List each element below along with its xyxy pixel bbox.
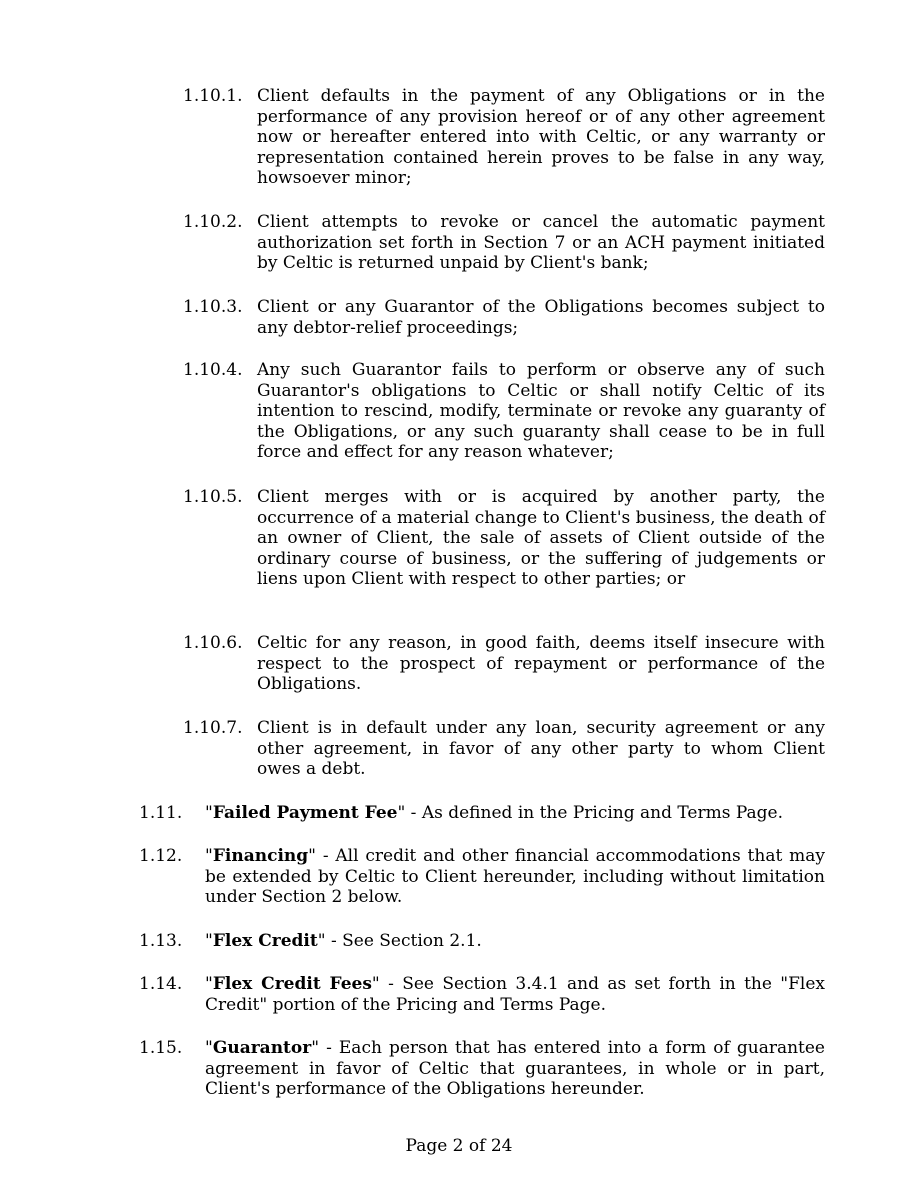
clause-text: Celtic for any reason, in good faith, deems itself insecure with respect to the prospect of repayment or performance of the Obligations. [257,633,825,694]
definition-1-12 [139,846,825,908]
definition-1-13 [139,931,825,952]
clause-number: 1.10.6. [183,633,243,653]
clause-1-10-5 [183,487,825,590]
definition-body: - All credit and other financial accommodations that may be extended by Celtic to Client hereunder, including without limitation under Section 2 below. [205,846,825,907]
close-quote: " [311,1038,320,1058]
clause-text: Client or any Guarantor of the Obligations becomes subject to any debtor-relief proceedings; [257,297,825,338]
definition-number: 1.13. [139,931,183,951]
clause-number: 1.10.5. [183,487,243,507]
close-quote: " [371,974,380,994]
definition-text [205,846,825,908]
clause-1-10-3 [183,297,825,338]
definition-body: - See Section 2.1. [325,931,482,951]
close-quote: " [317,931,326,951]
definition-body: - As defined in the Pricing and Terms Page. [405,803,784,823]
defined-term: Failed Payment Fee [212,803,398,823]
clause-number: 1.10.2. [183,212,243,232]
definition-text [205,931,825,952]
definition-body: - See Section 3.4.1 and as set forth in the "Flex Credit" portion of the Pricing and Terms Page. [205,974,825,1015]
definition-text [205,974,825,1015]
clause-text: Client is in default under any loan, security agreement or any other agreement, in favor of any other party to whom Client owes a debt. [257,718,825,779]
definition-text [205,1038,825,1100]
definition-number: 1.11. [139,803,183,823]
defined-term: Financing [212,846,309,866]
definition-number: 1.12. [139,846,183,866]
open-quote: " [205,931,213,951]
close-quote: " [397,803,406,823]
definition-1-15 [139,1038,825,1100]
clause-text: Any such Guarantor fails to perform or observe any of such Guarantor's obligations to Celtic or shall notify Celtic of its intention to rescind, modify, terminate or revoke any guaranty of the Obligations, or any such guaranty shall cease to be in full force and effect for any reason whatever; [257,360,825,462]
page-number-footer: Page 2 of 24 [405,1136,513,1156]
close-quote: " [308,846,316,866]
clause-number: 1.10.4. [183,360,243,380]
defined-term: Guarantor [212,1038,312,1058]
definition-1-11 [139,803,825,824]
clause-1-10-1 [183,86,825,189]
definition-body: - Each person that has entered into a form of guarantee agreement in favor of Celtic that guarantees, in whole or in part, Client's performance of the Obligations hereunder. [205,1038,825,1099]
definition-text [205,803,825,824]
definition-1-14 [139,974,825,1015]
clause-text: Client attempts to revoke or cancel the automatic payment authorization set forth in Section 7 or an ACH payment initiated by Celtic is returned unpaid by Client's bank; [257,212,825,273]
definition-number: 1.14. [139,974,183,994]
clause-text: Client defaults in the payment of any Obligations or in the performance of any provision hereof or of any other agreement now or hereafter entered into with Celtic, or any warranty or representation contained herein proves to be false in any way, howsoever minor; [257,86,825,188]
clause-text: Client merges with or is acquired by another party, the occurrence of a material change to Client's business, the death of an owner of Client, the sale of assets of Client outside of the ordinary course of business, or the suffering of judgements or liens upon Client with respect to other parties; or [257,487,825,589]
clause-1-10-2 [183,212,825,274]
open-quote: " [205,1038,213,1058]
open-quote: " [205,803,213,823]
clause-1-10-4 [183,360,825,463]
defined-term: Flex Credit [212,931,318,951]
clause-1-10-7 [183,718,825,780]
open-quote: " [205,846,213,866]
clause-number: 1.10.1. [183,86,243,106]
clause-number: 1.10.3. [183,297,243,317]
open-quote: " [205,974,213,994]
defined-term: Flex Credit Fees [212,974,372,994]
clause-1-10-6 [183,633,825,695]
clause-number: 1.10.7. [183,718,243,738]
definition-number: 1.15. [139,1038,183,1058]
